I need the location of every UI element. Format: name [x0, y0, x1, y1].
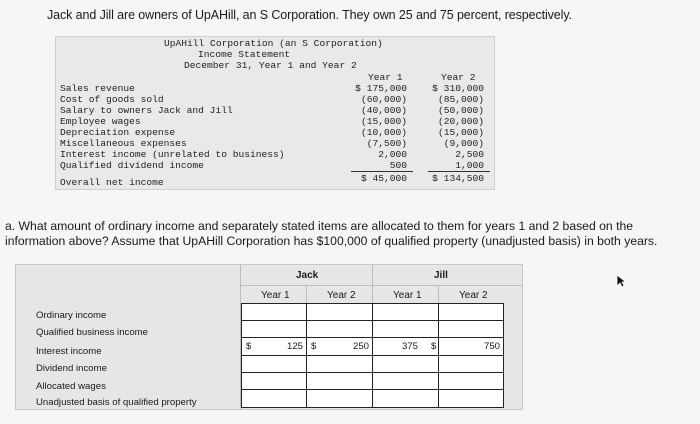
statement-row-label: Cost of goods sold [60, 94, 164, 105]
qbi-jill-y1-input[interactable] [372, 320, 439, 338]
col-jill-year2: Year 2 [459, 290, 488, 301]
col-jack-year2: Year 2 [327, 290, 356, 301]
row-ordinary-income: Ordinary income [36, 310, 107, 321]
wages-jack-y2-input[interactable] [306, 372, 373, 390]
statement-row-label: Salary to owners Jack and Jill [60, 105, 233, 116]
interest-jill-y2-value: 750 [483, 341, 500, 352]
row-unadjusted-basis: Unadjusted basis of qualified property [36, 397, 197, 408]
grid-line [372, 265, 373, 304]
statement-title: Income Statement [198, 49, 291, 60]
wages-jill-y1-input[interactable] [372, 372, 439, 390]
statement-company: UpAHill Corporation (an S Corporation) [164, 38, 383, 49]
row-qualified-business-income: Qualified business income [36, 327, 148, 338]
statement-value-y1: (7,500) [366, 138, 407, 149]
row-interest-income: Interest income [36, 346, 102, 357]
ordinary-jill-y2-input[interactable] [438, 303, 504, 321]
dividend-jack-y1-input[interactable] [241, 355, 307, 373]
statement-value-y1: (60,000) [360, 94, 407, 105]
ordinary-jack-y1-input[interactable] [241, 303, 307, 321]
statement-row-label: Miscellaneous expenses [60, 138, 187, 149]
grid-line [306, 285, 307, 304]
row-dividend-income: Dividend income [36, 363, 107, 374]
statement-value-y1: (15,000) [360, 116, 407, 127]
row-allocated-wages: Allocated wages [36, 381, 106, 392]
total-rule-y1 [351, 171, 413, 172]
basis-jill-y1-input[interactable] [372, 389, 439, 408]
qbi-jack-y1-input[interactable] [241, 320, 307, 338]
basis-jack-y1-input[interactable] [241, 389, 307, 408]
statement-value-y1: (40,000) [360, 105, 407, 116]
statement-row-label: Interest income (unrelated to business) [60, 149, 285, 160]
mouse-cursor-icon [616, 274, 626, 288]
ordinary-jack-y2-input[interactable] [306, 303, 373, 321]
statement-value-y2: $ 310,000 [432, 83, 484, 94]
interest-jack-y2-input[interactable] [306, 337, 373, 356]
dividend-jill-y1-input[interactable] [372, 355, 439, 373]
interest-jack-y1-input[interactable] [241, 337, 307, 356]
statement-row-label: Qualified dividend income [60, 160, 204, 171]
interest-jill-y1-value: 375 [401, 341, 418, 352]
dollar-sign: $ [311, 341, 317, 352]
dollar-sign: $ [246, 341, 252, 352]
interest-jack-y1-value: 125 [286, 341, 303, 352]
qbi-jack-y2-input[interactable] [306, 320, 373, 338]
statement-col-year2: Year 2 [441, 72, 476, 83]
statement-value-y2: (85,000) [437, 94, 484, 105]
interest-jill-y2-input[interactable] [438, 337, 504, 356]
question-text: a. What amount of ordinary income and separately stated items are allocated to them for years 1 and 2 based on the information above? Assume that UpAHill Corporation has $100,000 of qualified property (unadjusted basis) in both years. [5, 219, 658, 248]
col-jack-year1: Year 1 [261, 290, 290, 301]
statement-col-year1: Year 1 [368, 72, 403, 83]
group-divider [240, 285, 523, 286]
statement-value-y1: (10,000) [360, 127, 407, 138]
statement-value-y2: 2,500 [455, 149, 484, 160]
statement-value-y2: (20,000) [437, 116, 484, 127]
basis-jack-y2-input[interactable] [306, 389, 373, 408]
income-statement [55, 36, 495, 190]
statement-value-y2: $ 134,500 [432, 173, 484, 184]
group-jack: Jack [296, 270, 319, 281]
problem-intro: Jack and Jill are owners of UpAHill, an S Corporation. They own 25 and 75 percent, respectively. [47, 8, 572, 22]
wages-jack-y1-input[interactable] [241, 372, 307, 390]
total-rule-y2 [428, 171, 490, 172]
group-jill: Jill [434, 270, 448, 281]
answer-grid [15, 264, 523, 410]
interest-jack-y2-value: 250 [352, 341, 369, 352]
statement-value-y2: (15,000) [437, 127, 484, 138]
dividend-jill-y2-input[interactable] [438, 355, 504, 373]
statement-value-y2: 1,000 [455, 160, 484, 171]
basis-jill-y2-input[interactable] [438, 389, 504, 408]
statement-value-y1: 2,000 [378, 149, 407, 160]
col-jill-year1: Year 1 [393, 290, 422, 301]
statement-value-y2: (9,000) [443, 138, 484, 149]
qbi-jill-y2-input[interactable] [438, 320, 504, 338]
wages-jill-y2-input[interactable] [438, 372, 504, 390]
statement-row-label: Overall net income [60, 177, 164, 188]
statement-date: December 31, Year 1 and Year 2 [184, 60, 357, 71]
grid-line [438, 285, 439, 304]
statement-value-y1: $ 175,000 [355, 83, 407, 94]
ordinary-jill-y1-input[interactable] [372, 303, 439, 321]
statement-row-label: Sales revenue [60, 83, 135, 94]
statement-value-y1: $ 45,000 [360, 173, 407, 184]
statement-value-y1: 500 [389, 160, 407, 171]
dividend-jack-y2-input[interactable] [306, 355, 373, 373]
statement-row-label: Depreciation expense [60, 127, 176, 138]
statement-row-label: Employee wages [60, 116, 141, 127]
interest-jill-y1-input[interactable] [372, 337, 439, 356]
statement-value-y2: (50,000) [437, 105, 484, 116]
dollar-sign: $ [431, 341, 437, 352]
